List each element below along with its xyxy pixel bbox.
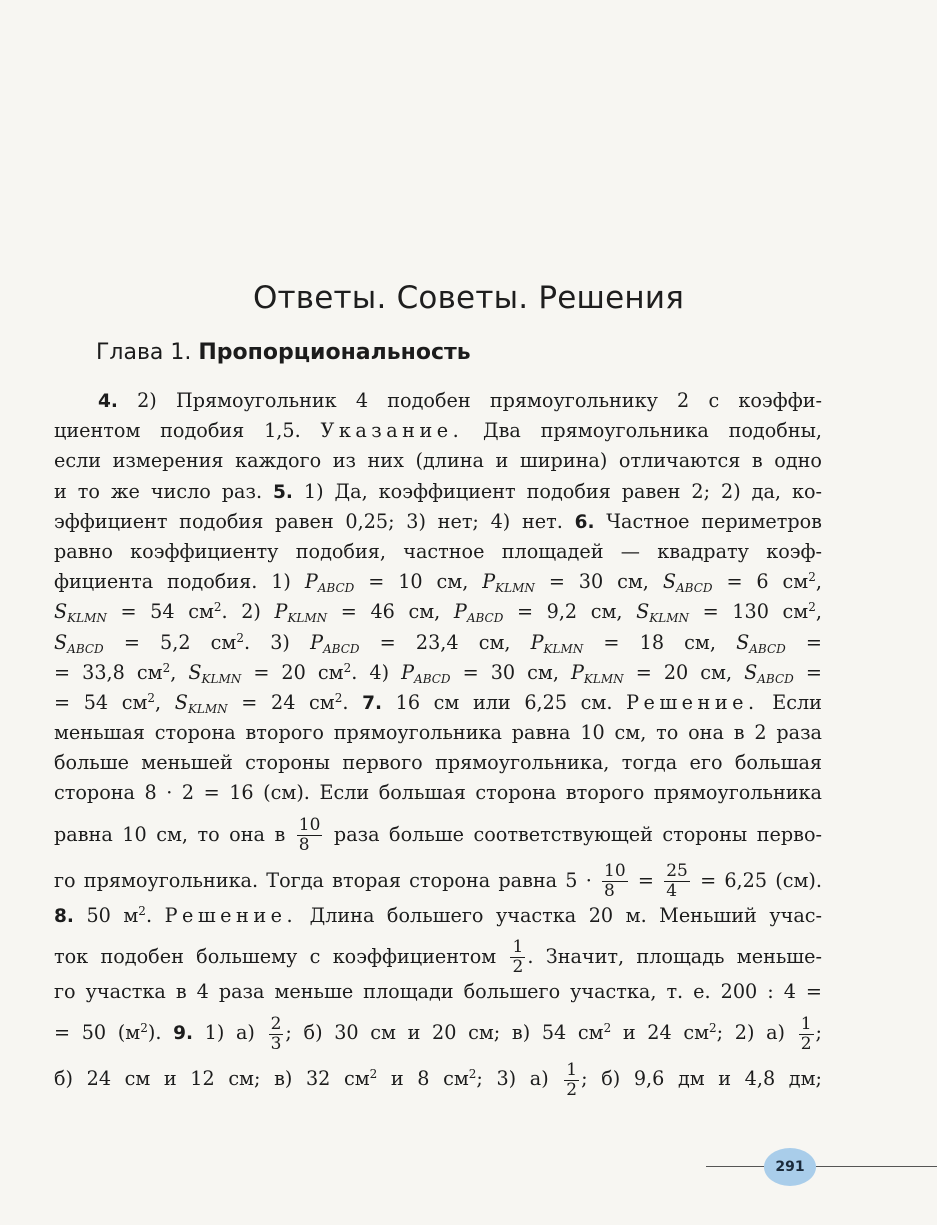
text-run: . <box>527 944 534 968</box>
chapter-heading <box>96 340 471 365</box>
math-var: P <box>401 660 415 684</box>
text-line <box>54 628 822 658</box>
text-run: если измерения каждого из них (длина и ширина) отличаются в одно <box>54 449 822 473</box>
fraction <box>564 1061 579 1100</box>
math-sub: KLMN <box>495 581 535 596</box>
text-run: б) 9,6 дм и 4,8 дм; <box>601 1067 822 1090</box>
text-line <box>54 1053 822 1099</box>
text-run: Два прямоугольника подобны, <box>482 419 822 443</box>
text-run: = 54 см <box>120 600 214 624</box>
text-run: = 10 см, <box>368 570 469 594</box>
text-line <box>54 901 822 931</box>
frac-num: 25 <box>666 861 688 882</box>
page-number-rule-right <box>816 1166 937 1167</box>
frac-den: 4 <box>666 881 678 902</box>
text-line <box>54 477 822 507</box>
text-run: и то же число раз. <box>54 479 263 503</box>
text-run: = 20 см, <box>635 660 733 684</box>
math-sub: ABCD <box>757 671 794 686</box>
text-run: . <box>145 903 153 927</box>
fraction <box>799 1015 814 1054</box>
math-sup: 2 <box>236 630 244 645</box>
fraction <box>664 862 690 901</box>
math-sup: 2 <box>140 1021 148 1035</box>
frac-num: 1 <box>512 937 524 958</box>
text-run: го прямоугольника. Тогда вторая сторона равна 5 · <box>54 868 592 892</box>
text-run: = 9,2 см, <box>516 600 623 624</box>
page-number-badge <box>764 1148 816 1186</box>
math-sub: ABCD <box>67 641 104 656</box>
math-sub: KLMN <box>649 611 690 626</box>
text-line <box>54 537 822 567</box>
text-run: и 8 см <box>390 1067 469 1090</box>
text-run: = <box>637 868 654 892</box>
text-run: , <box>815 600 822 624</box>
math-var: P <box>304 570 318 594</box>
math-var: S <box>174 690 188 714</box>
math-sup: 2 <box>369 1067 378 1081</box>
frac-den: 2 <box>800 1033 812 1054</box>
text-run: . 4) <box>351 660 390 684</box>
text-line <box>54 977 822 1007</box>
math-sub: KLMN <box>287 611 328 626</box>
answer-number: 9. <box>173 1023 193 1044</box>
frac-num: 1 <box>800 1013 812 1034</box>
text-line <box>54 507 822 537</box>
text-run: равно коэффициенту подобия, частное площадей — квадрату коэф- <box>54 539 822 563</box>
answer-number: 5. <box>273 481 293 503</box>
chapter-name: Пропорциональность <box>198 340 471 365</box>
math-sup: 2 <box>147 690 156 705</box>
text-run: 23,4 см, <box>415 630 511 654</box>
answer-number: 7. <box>362 692 382 714</box>
math-sub: KLMN <box>201 671 242 686</box>
text-line <box>54 386 822 416</box>
answer-number: 8. <box>54 905 74 927</box>
frac-num: 10 <box>298 815 321 836</box>
text-run: в) 54 см <box>511 1021 604 1044</box>
text-run: равна 10 см, то она в <box>54 822 286 846</box>
page-number-rule-left <box>706 1166 766 1167</box>
answer-number: 6. <box>574 511 595 533</box>
text-run: сторона 8 · 2 = 16 (см). Если большая сторона второго прямоугольника <box>54 781 822 805</box>
text-run: 1) Да, коэффициент подобия равен 2; 2) да, ко- <box>303 479 822 503</box>
math-sup: 2 <box>343 660 352 675</box>
text-run: = <box>603 630 620 654</box>
text-run: эффициент подобия равен 0,25; 3) нет; 4) нет. <box>54 509 563 533</box>
text-run: ; 3) а) <box>476 1067 549 1090</box>
math-sup: 2 <box>138 903 146 918</box>
text-run: = <box>805 660 822 684</box>
math-sub: KLMN <box>67 611 107 626</box>
page-title: Ответы. Советы. Решения <box>252 280 685 316</box>
text-run: 50 м <box>86 903 139 927</box>
math-var: S <box>54 600 68 624</box>
text-run: . 2) <box>221 600 261 624</box>
text-run: 2) Прямоугольник 4 подобен прямоугольнику 2 с коэффи- <box>137 389 822 412</box>
text-run: = 20 см <box>253 660 344 684</box>
text-run: ; 2) а) <box>716 1021 786 1044</box>
text-run: и 24 см <box>622 1021 710 1044</box>
math-var: P <box>530 630 544 654</box>
frac-num: 1 <box>566 1059 578 1080</box>
text-run: = 54 см <box>54 690 148 714</box>
text-run: в) 32 см <box>274 1067 370 1090</box>
math-sub: ABCD <box>317 581 355 596</box>
frac-den: 2 <box>512 957 524 978</box>
text-run: 18 см, <box>639 630 716 654</box>
text-line <box>54 688 822 718</box>
text-line <box>54 748 822 778</box>
text-run: = 50 (м <box>54 1021 141 1044</box>
text-run: = <box>805 630 822 654</box>
math-var: S <box>54 630 68 654</box>
text-run: = 24 см <box>241 690 335 714</box>
text-run: Частное периметров <box>606 509 822 533</box>
math-var: P <box>310 630 323 654</box>
hint-label: Указание. <box>320 419 464 443</box>
text-run: б) 30 см и 20 см; <box>303 1021 501 1044</box>
text-run: , <box>155 690 162 714</box>
text-run: = 130 см <box>702 600 809 624</box>
math-var: P <box>482 570 496 594</box>
fraction <box>510 938 525 977</box>
text-run: б) 24 см и 12 см; <box>54 1067 261 1090</box>
math-sub: ABCD <box>322 641 360 656</box>
text-run: ). <box>147 1021 162 1044</box>
math-var: S <box>744 660 758 684</box>
math-sub: KLMN <box>187 701 228 716</box>
math-var: P <box>571 660 584 684</box>
math-sup: 2 <box>808 600 816 615</box>
text-line <box>54 1007 822 1053</box>
fraction <box>269 1015 284 1054</box>
text-run: Длина большего участка 20 м. Меньший учас- <box>309 903 822 927</box>
text-run: = 30 см, <box>548 570 649 594</box>
text-run: го участка в 4 раза меньше площади большего участка, т. е. 200 : 4 = <box>54 979 822 1003</box>
frac-den: 3 <box>270 1033 282 1054</box>
text-run: = 30 см, <box>462 660 559 684</box>
frac-num: 10 <box>604 861 626 882</box>
chapter-prefix: Глава 1. <box>96 340 192 365</box>
math-sup: 2 <box>603 1021 612 1035</box>
text-run: , <box>815 570 822 594</box>
text-run: . <box>342 690 349 714</box>
text-run: = <box>379 630 396 654</box>
text-line <box>54 778 822 808</box>
math-sup: 2 <box>213 600 222 615</box>
text-line <box>54 446 822 476</box>
frac-num: 2 <box>270 1013 282 1034</box>
text-line <box>54 416 822 446</box>
frac-den: 8 <box>298 835 310 856</box>
text-run: ток подобен большему с коэффициентом <box>54 944 497 968</box>
frac-den: 8 <box>604 881 615 902</box>
text-run: больше меньшей стороны первого прямоугольника, тогда его большая <box>54 751 822 775</box>
solution-label: Решение. <box>626 690 759 714</box>
solution-label: Решение. <box>164 903 298 927</box>
fraction <box>297 816 323 855</box>
math-sup: 2 <box>334 690 343 705</box>
text-line <box>54 718 822 748</box>
text-run: раза больше соответствующей стороны перво- <box>333 822 822 846</box>
math-sup: 2 <box>162 660 171 675</box>
text-run: Значит, площадь меньше- <box>545 944 822 968</box>
math-var: S <box>662 570 676 594</box>
text-run: ; <box>815 1021 822 1044</box>
math-sub: KLMN <box>543 641 584 656</box>
text-run: = 6,25 (см). <box>700 868 823 892</box>
text-run: = <box>123 630 140 654</box>
text-run: 5,2 см <box>160 630 237 654</box>
math-var: P <box>453 600 467 624</box>
text-run: меньшая сторона второго прямоугольника равна 10 см, то она в 2 раза <box>54 721 822 745</box>
text-line <box>54 855 822 901</box>
math-sup: 2 <box>808 570 816 585</box>
text-run: = 6 см <box>726 570 809 594</box>
math-sub: ABCD <box>414 671 451 686</box>
math-sub: ABCD <box>466 611 504 626</box>
math-sub: KLMN <box>583 671 624 686</box>
math-var: S <box>636 600 650 624</box>
math-sup: 2 <box>709 1021 717 1035</box>
text-run: = 33,8 см <box>54 660 163 684</box>
text-run: , <box>170 660 177 684</box>
text-run: Если <box>772 690 822 714</box>
math-var: P <box>274 600 288 624</box>
answers-text <box>54 386 822 1099</box>
math-sup: 2 <box>468 1067 477 1081</box>
text-run: . 3) <box>244 630 290 654</box>
text-line <box>54 931 822 977</box>
page-number: 291 <box>775 1159 805 1175</box>
text-run: ; <box>285 1021 292 1044</box>
text-line <box>54 567 822 597</box>
math-sub: ABCD <box>676 581 713 596</box>
text-run: ; <box>581 1067 588 1090</box>
answer-number: 4. <box>98 391 118 412</box>
text-line <box>54 658 822 688</box>
math-var: S <box>736 630 750 654</box>
frac-den: 2 <box>566 1079 578 1100</box>
math-var: S <box>188 660 202 684</box>
text-run: 1) а) <box>204 1021 255 1044</box>
text-run: фициента подобия. 1) <box>54 570 291 594</box>
text-line <box>54 597 822 627</box>
text-line <box>54 809 822 855</box>
text-run: = 46 см, <box>340 600 441 624</box>
fraction <box>602 862 628 901</box>
text-run: циентом подобия 1,5. <box>54 419 301 443</box>
text-run: 16 см или 6,25 см. <box>395 690 613 714</box>
math-sub: ABCD <box>749 641 786 656</box>
